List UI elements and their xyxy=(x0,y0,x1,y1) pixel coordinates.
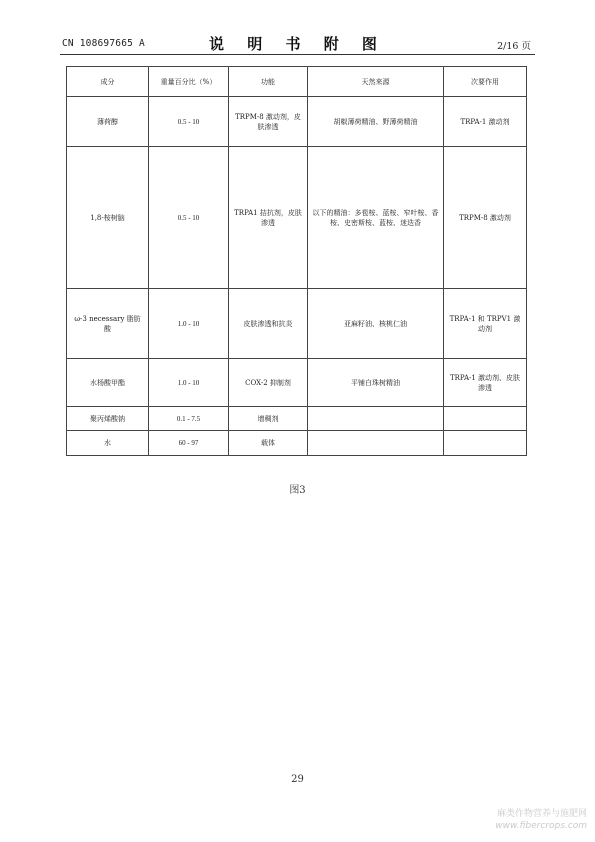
cell-weight: 0.1 - 7.5 xyxy=(149,407,229,431)
cell-weight: 1.0 - 10 xyxy=(149,289,229,359)
cell-weight: 0.5 - 10 xyxy=(149,147,229,289)
cell-source: 胡椒薄荷精油、野薄荷精油 xyxy=(308,97,444,147)
watermark xyxy=(495,808,587,832)
page-indicator: 2/16 页 xyxy=(497,41,531,52)
watermark-site-name: 麻类作物营养与施肥网 xyxy=(496,809,587,819)
page-number: 29 xyxy=(291,774,304,785)
table-row xyxy=(67,289,527,359)
cell-ingredient: 水杨酸甲酯 xyxy=(67,359,149,407)
cell-function: TRPA1 拮抗剂，皮肤渗透 xyxy=(229,147,308,289)
ingredient-table xyxy=(66,66,527,456)
table-row xyxy=(67,359,527,407)
cell-source xyxy=(308,407,444,431)
cell-secondary xyxy=(444,431,527,456)
table-header-row xyxy=(67,67,527,97)
cell-secondary xyxy=(444,407,527,431)
page-header-title: 说 明 书 附 图 xyxy=(209,35,386,53)
header-weight-percent: 重量百分比（%） xyxy=(149,67,229,97)
table-row xyxy=(67,407,527,431)
cell-ingredient: 水 xyxy=(67,431,149,456)
header-rule xyxy=(60,54,535,55)
cell-function: TRPM-8 激动剂，皮肤渗透 xyxy=(229,97,308,147)
header-natural-source: 天然来源 xyxy=(308,67,444,97)
cell-source: 以下的精油：多苞桉、蓝桉、窄叶桉、香桉、史密斯桉、蓝桉、迷迭香 xyxy=(308,147,444,289)
cell-weight: 1.0 - 10 xyxy=(149,359,229,407)
cell-function: 增稠剂 xyxy=(229,407,308,431)
cell-ingredient: ω-3 necessary 脂肪酸 xyxy=(67,289,149,359)
table-row xyxy=(67,431,527,456)
cell-ingredient: 1,8-桉树脑 xyxy=(67,147,149,289)
cell-weight: 0.5 - 10 xyxy=(149,97,229,147)
cell-secondary: TRPA-1 激动剂 xyxy=(444,97,527,147)
table-row xyxy=(67,97,527,147)
header-function: 功能 xyxy=(229,67,308,97)
cell-source: 亚麻籽油、核桃仁油 xyxy=(308,289,444,359)
header-ingredient: 成分 xyxy=(67,67,149,97)
cell-source: 平铺白珠树精油 xyxy=(308,359,444,407)
table-row xyxy=(67,147,527,289)
cell-ingredient: 薄荷醇 xyxy=(67,97,149,147)
cell-function: 载体 xyxy=(229,431,308,456)
cell-weight: 60 - 97 xyxy=(149,431,229,456)
cell-function: 皮肤渗透和抗炎 xyxy=(229,289,308,359)
publication-number: CN 108697665 A xyxy=(62,38,145,49)
cell-secondary: TRPA-1 激动剂、皮肤渗透 xyxy=(444,359,527,407)
cell-secondary: TRPA-1 和 TRPV1 激动剂 xyxy=(444,289,527,359)
header-secondary-effect: 次要作用 xyxy=(444,67,527,97)
cell-function: COX-2 抑制剂 xyxy=(229,359,308,407)
figure-caption: 图3 xyxy=(289,485,306,496)
cell-ingredient: 聚丙烯酸钠 xyxy=(67,407,149,431)
watermark-url: www.fibercrops.com xyxy=(495,821,587,831)
cell-source xyxy=(308,431,444,456)
cell-secondary: TRPM-8 激动剂 xyxy=(444,147,527,289)
